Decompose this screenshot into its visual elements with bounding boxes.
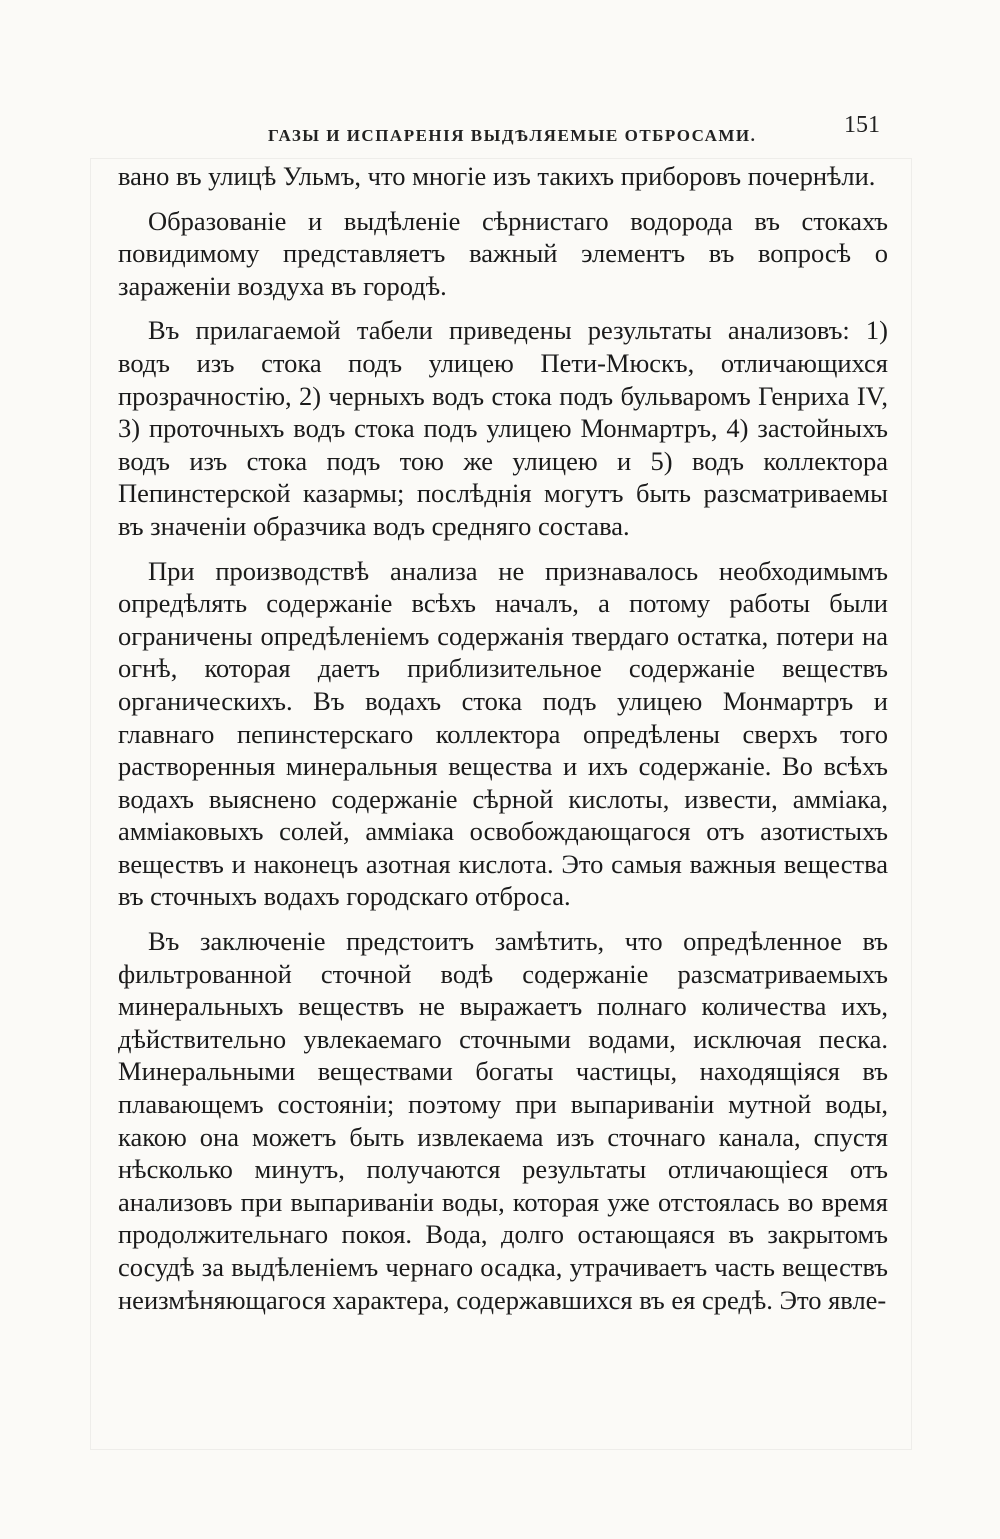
body-text: [118, 160, 888, 1316]
paragraph: Образованіе и выдѣленіе сѣрнистаго водорода въ стокахъ повидимому представляетъ важный элементъ въ вопросѣ о зараженіи воздуха въ городѣ.: [118, 205, 888, 301]
page-number: 151: [844, 112, 880, 138]
running-title: ГАЗЫ И ИСПАРЕНІЯ ВЫДѢЛЯЕМЫЕ ОТБРОСАМИ.: [268, 126, 757, 145]
book-page: [118, 98, 888, 1328]
paragraph: Въ заключеніе предстоитъ замѣтить, что опредѣленное въ фильтрованной сточной водѣ содержаніе разсматриваемыхъ минеральныхъ веществъ не выражаетъ полнаго количества ихъ, дѣйствительно увлекаемаго сточными водами, исключая песка. Минеральными веществами богаты частицы, находящіяся въ плавающемъ состояніи; поэтому при выпариваніи мутной воды, какою она можетъ быть извлекаема изъ сточнаго канала, спустя нѣсколько минутъ, получаются результаты отличающіеся отъ анализовъ при выпариваніи воды, которая уже отстоялась во время продолжительнаго покоя. Вода, долго остающаяся въ закрытомъ сосудѣ за выдѣленіемъ чернаго осадка, утрачиваетъ часть веществъ неизмѣняющагося характера, содержавшихся въ ея средѣ. Это явле-: [118, 926, 888, 1315]
running-head: [118, 98, 888, 144]
paragraph: При производствѣ анализа не признавалось необходимымъ опредѣлять содержаніе всѣхъ началъ, а потому работы были ограничены опредѣленіемъ содержанія твердаго остатка, потери на огнѣ, которая даетъ приблизительное содержаніе веществъ органическихъ. Въ водахъ стока подъ улицею Монмартръ и главнаго пепинстерскаго коллектора опредѣлены сверхъ того растворенныя минеральныя вещества и ихъ содержаніе. Во всѣхъ водахъ выяснено содержаніе сѣрной кислоты, извести, амміака, амміаковыхъ солей, амміака освобождающагося отъ азотистыхъ веществъ и наконецъ азотная кислота. Это самыя важныя вещества въ сточныхъ водахъ городскаго отброса.: [118, 555, 888, 912]
paragraph: вано въ улицѣ Ульмъ, что многіе изъ такихъ приборовъ почернѣли.: [118, 161, 876, 191]
paragraph: Въ прилагаемой табели приведены результаты анализовъ: 1) водъ изъ стока подъ улицею Пети-Мюскъ, отличающихся прозрачностію, 2) черныхъ водъ стока подъ бульваромъ Генриха IV, 3) проточныхъ водъ стока подъ улицею Монмартръ, 4) застойныхъ водъ изъ стока подъ тою же улицею и 5) водъ коллектора Пепинстерской казармы; послѣднія могутъ быть разсматриваемы въ значеніи образчика водъ средняго состава.: [118, 315, 888, 541]
